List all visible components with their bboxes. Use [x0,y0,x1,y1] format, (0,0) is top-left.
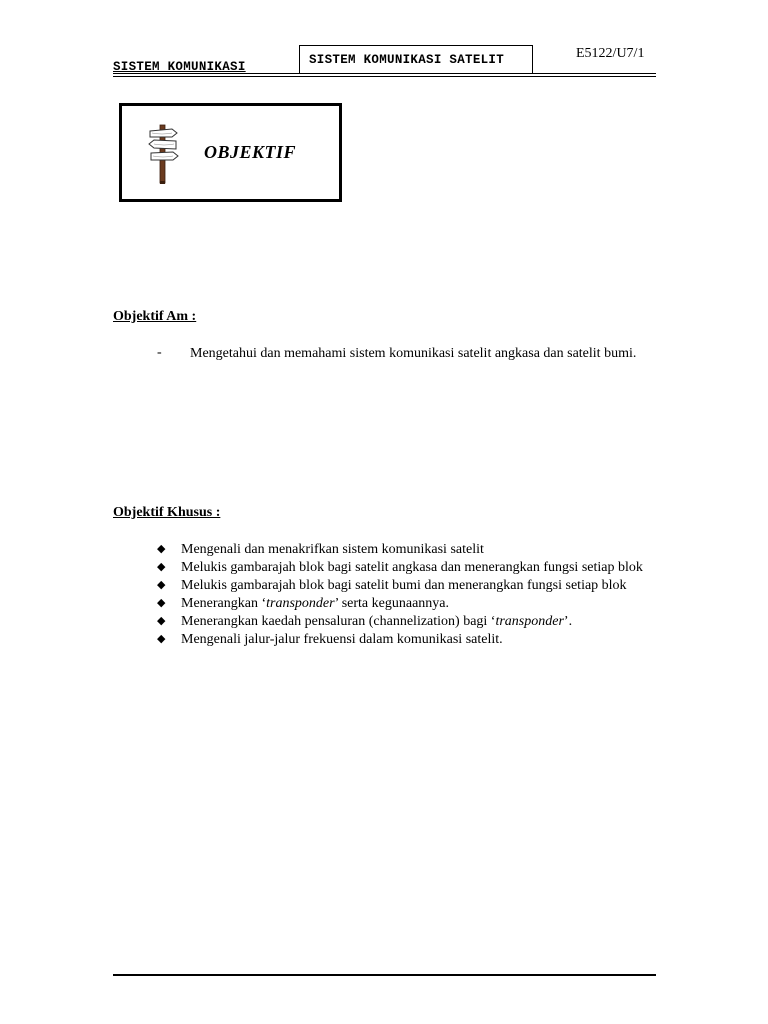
list-item-text: Melukis gambarajah blok bagi satelit bumi dan menerangkan fungsi setiap blok [181,578,627,593]
header-rule [113,76,656,77]
list-item [157,595,656,613]
list-item-text-pre: Menerangkan ‘ [181,596,267,611]
diamond-bullet-icon: ◆ [157,561,166,573]
header-topic-box [299,45,533,73]
list-item-text: Mengenali dan menakrifkan sistem komunikasi satelit [181,542,484,557]
objektif-khusus-heading: Objektif Khusus : [113,505,221,520]
objektif-khusus-list [157,541,656,649]
list-item-text-post: ’ serta kegunaannya. [334,596,449,611]
list-item-text-pre: Menerangkan kaedah pensaluran (channelization) bagi ‘ [181,614,496,629]
list-item-emphasis: transponder [495,614,564,629]
list-item [157,577,656,595]
diamond-bullet-icon: ◆ [157,597,166,609]
objektif-am-text: Mengetahui dan memahami sistem komunikasi satelit angkasa dan satelit bumi. [190,346,637,361]
list-item-text: Mengenali jalur-jalur frekuensi dalam komunikasi satelit. [181,632,503,647]
footer-rule [113,974,656,976]
list-item [157,613,656,631]
diamond-bullet-icon: ◆ [157,615,166,627]
objektif-banner [119,103,342,202]
list-item-emphasis: transponder [266,596,335,611]
diamond-bullet-icon: ◆ [157,579,166,591]
diamond-bullet-icon: ◆ [157,633,166,645]
list-item-text-post: ’. [563,614,573,629]
list-item [157,559,656,577]
header-rule [113,73,656,74]
header-page-code: E5122/U7/1 [576,46,645,61]
list-item [157,631,656,649]
diamond-bullet-icon: ◆ [157,543,166,555]
objektif-am-heading: Objektif Am : [113,309,197,324]
objektif-title: OBJEKTIF [204,142,297,162]
header-topic-title: SISTEM KOMUNIKASI SATELIT [309,53,505,67]
list-item [157,541,656,559]
objektif-am-marker: - [157,345,162,360]
header-course-title: SISTEM KOMUNIKASI [113,60,246,74]
signpost-icon [146,123,180,185]
list-item-text: Melukis gambarajah blok bagi satelit angkasa dan menerangkan fungsi setiap blok [181,560,643,575]
